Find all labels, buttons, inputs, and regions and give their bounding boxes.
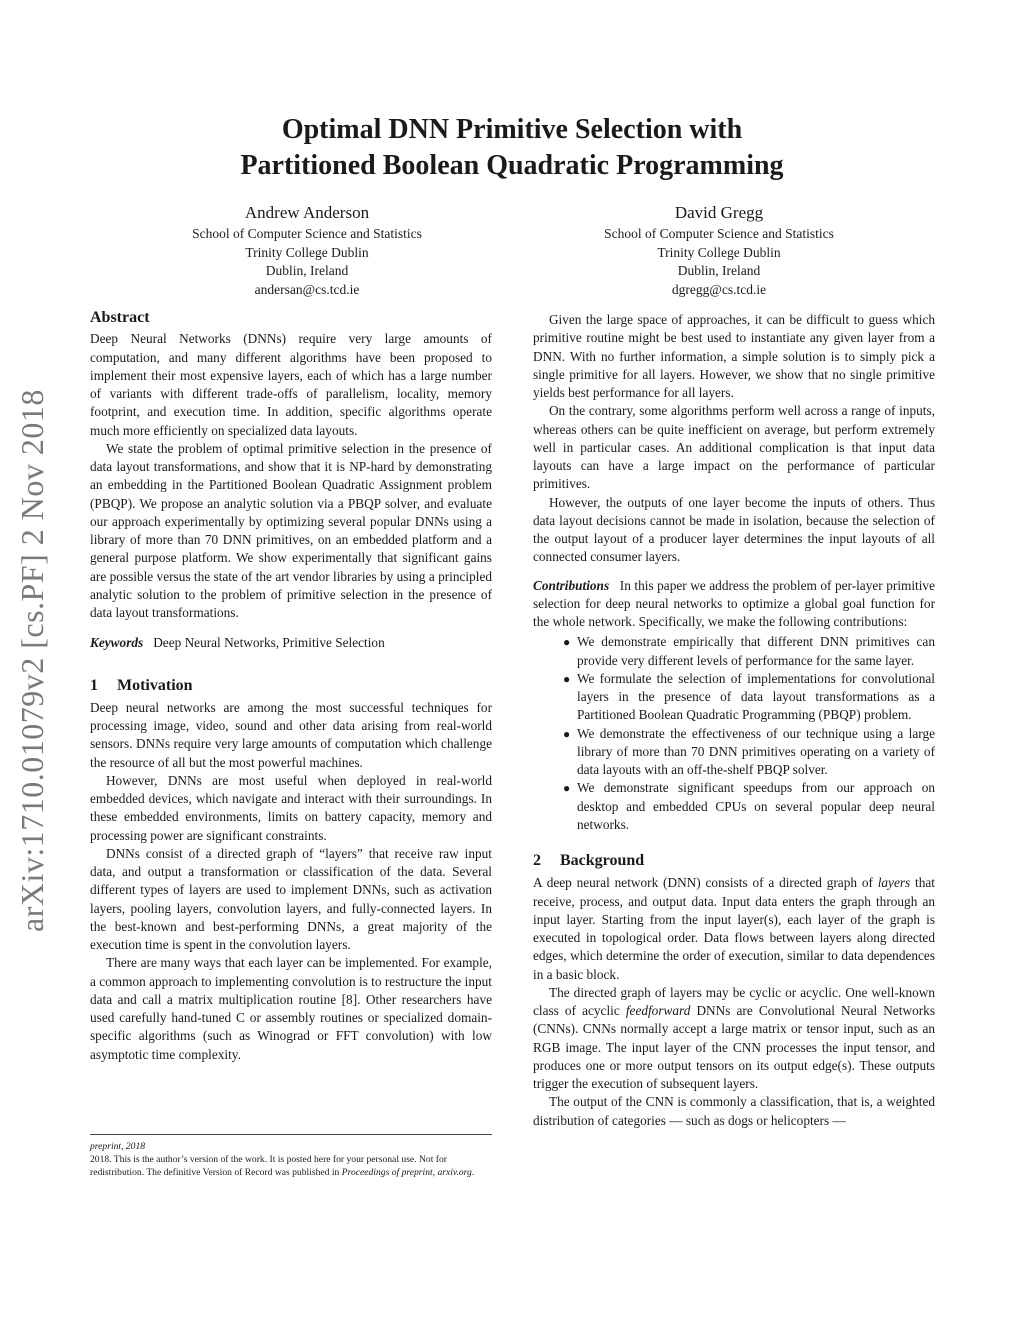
body-paragraph: A deep neural network (DNN) consists of a directed graph of layers that receive, process, and output data. Input data enters the graph through an input layer. Starting from the input layer(s), each layer of the graph is executed in topological order. Data flows between layers along directed edges, which determine the order of execution, similar to data dependences in a basic block.	[533, 875, 935, 982]
paper-title	[0, 112, 1024, 184]
title-line-1: Optimal DNN Primitive Selection with	[281, 114, 743, 145]
keywords-text: Deep Neural Networks, Primitive Selection	[153, 635, 385, 651]
author-block-2	[549, 202, 889, 299]
author-block-1	[137, 202, 477, 299]
section-heading-motivation	[90, 677, 492, 695]
author-location: Dublin, Ireland	[677, 263, 761, 278]
body-paragraph: However, DNNs are most useful when deployed in real-world embedded devices, which navigate and interact with their surroundings. In these embedded environments, limits on battery capacity, memory and processing power are significant constraints.	[90, 772, 492, 843]
section-number: 1	[90, 676, 98, 694]
contributions-label: Contributions	[533, 577, 610, 593]
bullet-icon: ●	[563, 781, 571, 796]
body-paragraph: On the contrary, some algorithms perform well across a range of inputs, whereas others can be quite inefficient on average, but perform extremely well in particular cases. An additional complication is that input data layouts can have a large impact on the performance of particular primitives.	[533, 403, 935, 492]
author-name: Andrew Anderson	[244, 203, 370, 222]
body-paragraph: Given the large space of approaches, it can be difficult to guess which primitive routine might be best used to instantiate any given layer from a DNN. With no further information, a simple solution is to simply pick a single primitive for all layers. However, we show that no single primitive yields best performance for all layers.	[533, 312, 935, 400]
body-paragraph: DNNs consist of a directed graph of “layers” that receive raw input data, and output a transformation or classification of the data. Several different types of layers are used to implement DNNs, such as activation layers, pooling layers, convolution layers, and fully-connected layers. In the best-known and best-performing DNNs, a great majority of the execution time is spent in the convolution layers.	[90, 845, 492, 952]
contributions-paragraph	[533, 577, 935, 632]
title-line-2: Partitioned Boolean Quadratic Programming	[240, 150, 784, 181]
section-number: 2	[533, 852, 541, 869]
abstract-paragraph: We state the problem of optimal primitive selection in the presence of data layout transformations, and show that it is NP-hard by demonstrating an embedding in the Partitioned Boolean Quadratic Assignment problem (PBQP). We propose an analytic solution via a PBQP solver, and evaluate our approach experimentally by optimizing several popular DNNs using a library of more than 70 DNN primitives, on an embedded platform and a general purpose platform. We show experimentally that significant gains are possible versus the state of the art vendor libraries by using a principled analytic solution to the problem of primitive selection in the presence of data layout transformations.	[90, 440, 492, 620]
list-item: ● We formulate the selection of implementations for convolutional layers in the presence of data layout transformations as a Partitioned Boolean Quadratic Programming (PBQP) problem.	[563, 670, 935, 723]
bullet-icon: ●	[563, 671, 571, 686]
author-dept: School of Computer Science and Statistics	[192, 226, 422, 241]
contributions-list	[533, 633, 935, 834]
section-title: Motivation	[117, 676, 193, 694]
bullet-icon: ●	[563, 726, 571, 741]
body-paragraph: However, the outputs of one layer become the inputs of others. Thus data layout decisions cannot be made in isolation, because the selection of the output layout of a producer layer determines the input layouts of all connected consumer layers.	[533, 494, 935, 565]
author-dept: School of Computer Science and Statistics	[604, 226, 834, 241]
bullet-icon: ●	[563, 635, 571, 650]
footnote-preprint: preprint, 2018	[90, 1141, 146, 1152]
list-item: ● We demonstrate empirically that different DNN primitives can provide very different levels of performance for the same layer.	[563, 634, 935, 668]
body-paragraph: The directed graph of layers may be cyclic or acyclic. One well-known class of acyclic feedforward DNNs are Convolutional Neural Networks (CNNs). CNNs normally accept a large matrix or tensor input, such as an RGB image. The input layer of the CNN processes the input tensor, and produces one or more output tensors on its output edge(s). These outputs trigger the execution of subsequent layers.	[533, 984, 935, 1091]
keywords-label: Keywords	[90, 635, 144, 651]
body-paragraph: There are many ways that each layer can be implemented. For example, a common approach to implementing convolution is to restructure the input data and call a matrix multiplication routine [8]. Other researchers have used carefully hand-tuned C or assembly routines or specialized domain-specific algorithms (such as Winograd or FFT convolution) with low asymptotic time complexity.	[90, 955, 492, 1062]
body-paragraph: The output of the CNN is commonly a classification, that is, a weighted distribution of categories — such as dogs or helicopters —	[533, 1094, 935, 1128]
author-name: David Gregg	[674, 203, 764, 222]
list-item: ● We demonstrate significant speedups from our approach on desktop and embedded CPUs on several popular deep neural networks.	[563, 780, 935, 832]
author-institution: Trinity College Dublin	[245, 244, 369, 260]
keywords	[90, 634, 492, 652]
footnote-copyright: 2018. This is the author’s version of the work. It is posted here for your personal use. Not for redistribution. The definitive Version of Record was published in Proceedings of preprint, arxiv.org.	[90, 1154, 475, 1178]
section-title: Background	[560, 852, 645, 869]
abstract-heading: Abstract	[90, 309, 150, 326]
list-item: ● We demonstrate the effectiveness of our technique using a large library of more than 70 DNN primitives operating on a variety of data layouts with an off-the-shelf PBQP solver.	[563, 725, 935, 777]
left-column	[90, 309, 492, 1064]
footnote	[90, 1134, 492, 1179]
author-email[interactable]: dgregg@cs.tcd.ie	[671, 281, 767, 297]
abstract-paragraph: Deep Neural Networks (DNNs) require very large amounts of computation, and many different algorithms have been proposed to implement their most expensive layers, each of which has a large number of variants with different trade-offs of parallelism, locality, memory footprint, and execution time. In addition, specific algorithms operate much more efficiently on specialized data layouts.	[90, 331, 492, 438]
arxiv-identifier: arXiv:1710.01079v2 [cs.PF] 2 Nov 2018	[14, 389, 50, 932]
section-heading-background	[533, 852, 935, 870]
right-column	[533, 311, 935, 1130]
body-paragraph: Deep neural networks are among the most successful techniques for processing image, video, sound and other data arising from real-world sensors. DNNs require very large amounts of computation which challenge the resource of all but the most powerful machines.	[90, 699, 492, 770]
author-location: Dublin, Ireland	[265, 263, 349, 278]
author-email[interactable]: andersan@cs.tcd.ie	[254, 281, 360, 297]
contributions-text: In this paper we address the problem of per-layer primitive selection for deep neural networks to optimize a global goal function for the whole network. Specifically, we make the following contributions:	[533, 577, 935, 629]
author-institution: Trinity College Dublin	[657, 244, 781, 260]
